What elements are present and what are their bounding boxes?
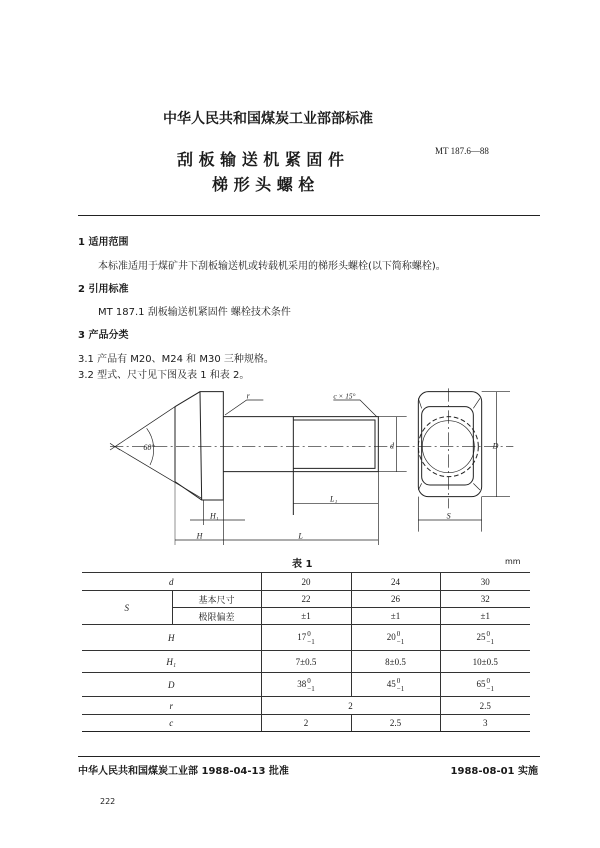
shank bbox=[223, 417, 378, 515]
section-1-body: 本标准适用于煤矿井下刮板输送机或转载机采用的梯形头螺栓(以下简称螺栓)。 bbox=[98, 261, 446, 272]
page-number: 222 bbox=[100, 797, 116, 806]
header-divider bbox=[78, 215, 540, 216]
cell: 30 bbox=[440, 573, 530, 591]
table-row bbox=[82, 591, 530, 608]
cell: 26 bbox=[351, 591, 440, 608]
cell: 2 bbox=[261, 697, 440, 715]
cell: 2 bbox=[261, 715, 351, 732]
cell: 380 −1 bbox=[261, 673, 351, 697]
row-label: H bbox=[168, 632, 175, 643]
H1-label: H₁ bbox=[210, 511, 219, 521]
cell: 32 bbox=[440, 591, 530, 608]
L-label: L bbox=[298, 531, 303, 541]
sub-label: 基本尺寸 bbox=[172, 591, 261, 608]
cell: 170 −1 bbox=[261, 625, 351, 651]
cell: 7±0.5 bbox=[261, 651, 351, 673]
end-view-inner bbox=[422, 407, 474, 485]
H-label: H bbox=[196, 531, 203, 541]
section-1-heading: 1 适用范围 bbox=[78, 237, 129, 248]
cell: 8±0.5 bbox=[351, 651, 440, 673]
cell: 3 bbox=[440, 715, 530, 732]
cell: 2.5 bbox=[440, 697, 530, 715]
d-label: d bbox=[390, 441, 394, 451]
table-row bbox=[82, 651, 530, 673]
cell: 24 bbox=[351, 573, 440, 591]
effective-date: 1988-08-01 实施 bbox=[450, 766, 538, 777]
cell: 450 −1 bbox=[351, 673, 440, 697]
section-2-body: MT 187.1 刮板输送机紧固件 螺栓技术条件 bbox=[98, 307, 291, 318]
table-row bbox=[82, 673, 530, 697]
table-row bbox=[82, 715, 530, 732]
cell: ±1 bbox=[351, 608, 440, 625]
cell: 20 bbox=[261, 573, 351, 591]
section-3-item: 3.2 型式、尺寸见下图及表 1 和表 2。 bbox=[78, 370, 250, 381]
cell: ±1 bbox=[440, 608, 530, 625]
title-line1: 刮 板 输 送 机 紧 固 件 bbox=[177, 150, 344, 169]
dimension-table bbox=[82, 572, 530, 732]
cell: 2.5 bbox=[351, 715, 440, 732]
table-row bbox=[82, 697, 530, 715]
row-label: H₁ bbox=[166, 656, 177, 667]
S-label: S bbox=[446, 511, 451, 521]
cell: ±1 bbox=[261, 608, 351, 625]
D-label: D bbox=[492, 441, 499, 451]
cell: 250 −1 bbox=[440, 625, 530, 651]
section-3-item: 3.1 产品有 M20、M24 和 M30 三种规格。 bbox=[78, 354, 274, 365]
bolt-drawing bbox=[100, 385, 520, 550]
row-label: d bbox=[169, 576, 174, 587]
row-label: D bbox=[168, 679, 175, 690]
cell: 10±0.5 bbox=[440, 651, 530, 673]
table-caption: 表 1 bbox=[292, 559, 313, 570]
title-line2: 梯 形 头 螺 栓 bbox=[212, 175, 315, 194]
section-2-heading: 2 引用标准 bbox=[78, 284, 129, 295]
row-label: S bbox=[124, 602, 129, 613]
L1-label: L₁ bbox=[330, 494, 338, 504]
sub-label: 极限偏差 bbox=[172, 608, 261, 625]
table-row bbox=[82, 625, 530, 651]
angle-label: 60° bbox=[143, 443, 155, 452]
c-label: c × 15° bbox=[333, 391, 356, 401]
issuer: 中华人民共和国煤炭工业部部标准 bbox=[163, 111, 373, 127]
cell: 200 −1 bbox=[351, 625, 440, 651]
approval-date: 中华人民共和国煤炭工业部 1988-04-13 批准 bbox=[78, 766, 289, 777]
table-unit: mm bbox=[505, 557, 521, 566]
cell: 22 bbox=[261, 591, 351, 608]
row-label: r bbox=[169, 700, 173, 711]
section-3-heading: 3 产品分类 bbox=[78, 330, 129, 341]
footer-divider bbox=[78, 756, 540, 757]
standard-code: MT 187.6—88 bbox=[435, 146, 489, 156]
bolt-head bbox=[175, 392, 223, 500]
r-label: r bbox=[246, 391, 250, 401]
cone-lines bbox=[110, 407, 202, 499]
row-label: c bbox=[169, 718, 174, 728]
table-row bbox=[82, 573, 530, 591]
cell: 650 −1 bbox=[440, 673, 530, 697]
